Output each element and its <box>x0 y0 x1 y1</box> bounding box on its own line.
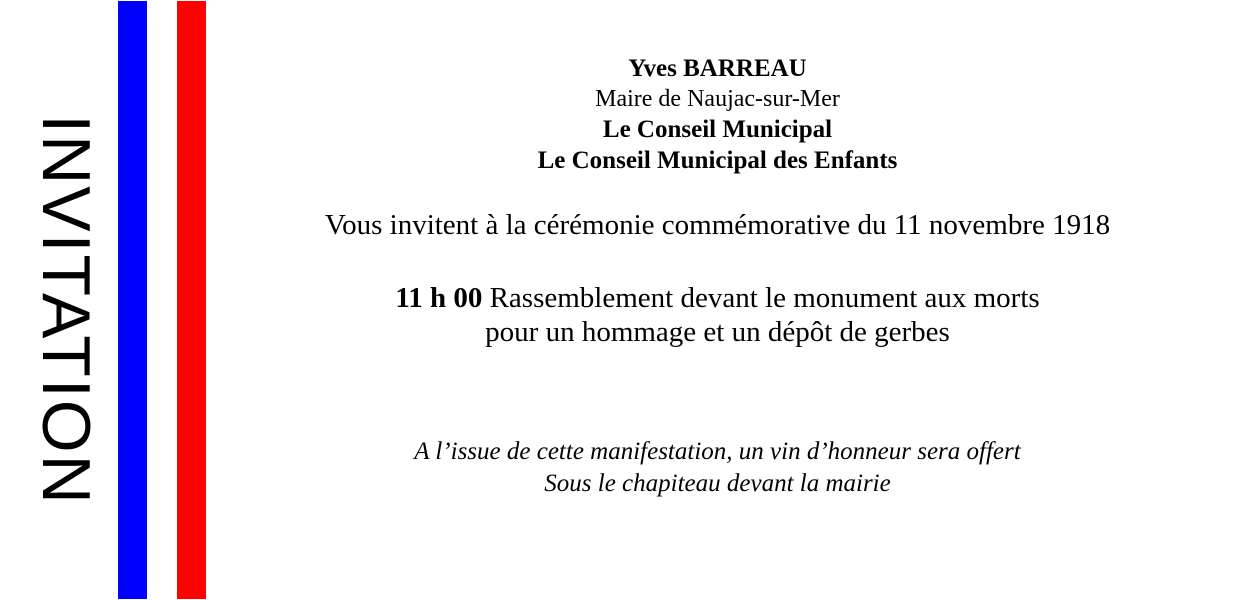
children-council: Le Conseil Municipal des Enfants <box>537 147 898 174</box>
program-purpose: pour un hommage et un dépôt de gerbes <box>485 316 950 348</box>
invitation-side-title: INVITATION <box>28 114 104 506</box>
program-activity: Rassemblement devant le monument aux morts <box>482 282 1040 314</box>
blue-flag-stripe <box>118 1 147 599</box>
red-flag-stripe <box>177 1 206 599</box>
program-line <box>210 282 1225 315</box>
host-name: Yves BARREAU <box>628 55 807 82</box>
program-time: 11 h 00 <box>395 282 483 314</box>
municipal-council: Le Conseil Municipal <box>602 116 833 143</box>
reception-line-2: Sous le chapiteau devant la mairie <box>544 470 891 497</box>
host-role: Maire de Naujac-sur-Mer <box>595 86 840 112</box>
invitation-line: Vous invitent à la cérémonie commémorative du 11 novembre 1918 <box>324 209 1111 241</box>
reception-line-1: A l’issue de cette manifestation, un vin d’honneur sera offert <box>414 438 1021 465</box>
